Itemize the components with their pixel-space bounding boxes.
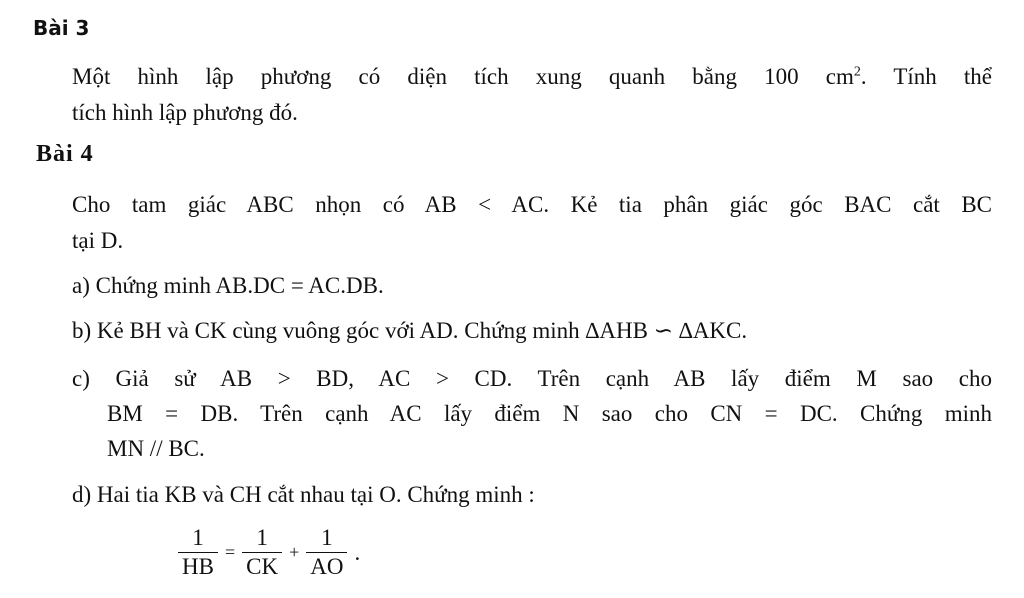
exercise-3-line-1 <box>72 60 992 94</box>
formula <box>175 524 360 581</box>
equals-sign: = <box>224 542 236 562</box>
exercise-3-line-2: tích hình lập phương đó. <box>72 100 298 125</box>
superscript-2: 2 <box>853 64 861 80</box>
fraction-1-over-hb <box>178 524 218 581</box>
plus-sign: + <box>289 542 300 562</box>
exercise-4-part-b: b) Kẻ BH và CK cùng vuông góc với AD. Chứng minh ∆AHB ∽ ∆AKC. <box>72 318 748 343</box>
exercise-3-text-end: . Tính thể <box>860 64 993 89</box>
exercise-3-title: Bài 3 <box>33 16 90 40</box>
exercise-3-text: Một hình lập phương có diện tích xung quanh bằng 100 cm <box>72 64 854 89</box>
exercise-4-part-c-line-2: BM = DB. Trên cạnh AC lấy điểm N sao cho CN = DC. Chứng minh <box>107 401 992 426</box>
exercise-4-intro-line-2: tại D. <box>72 228 124 253</box>
numerator: 1 <box>256 525 268 550</box>
denominator: AO <box>310 554 344 579</box>
denominator: CK <box>246 554 279 579</box>
numerator: 1 <box>192 525 204 550</box>
exercise-4-part-d: d) Hai tia KB và CH cắt nhau tại O. Chứng minh : <box>72 482 535 507</box>
denominator: HB <box>182 554 214 579</box>
exercise-4-part-c-line-1: c) Giả sử AB > BD, AC > CD. Trên cạnh AB lấy điểm M sao cho <box>72 366 992 391</box>
fraction-1-over-ck <box>242 524 282 581</box>
exercise-4-intro-line-1: Cho tam giác ABC nhọn có AB < AC. Kẻ tia phân giác góc BAC cắt BC <box>72 192 992 217</box>
fraction-1-over-ao <box>306 524 347 581</box>
numerator: 1 <box>321 525 333 550</box>
exercise-4-title: Bài 4 <box>36 141 94 167</box>
formula-period: . <box>354 539 361 565</box>
exercise-4-part-c-line-3: MN // BC. <box>107 436 205 461</box>
exercise-4-part-a: a) Chứng minh AB.DC = AC.DB. <box>72 273 384 298</box>
